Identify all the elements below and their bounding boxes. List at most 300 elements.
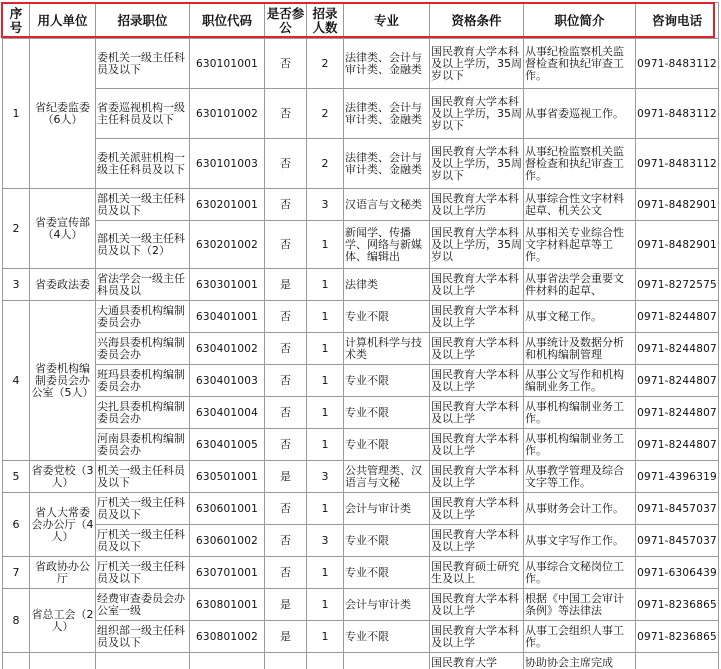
ref-cell[interactable] — [265, 461, 307, 493]
col-header-position[interactable]: 招录职位 — [96, 3, 190, 39]
major-cell[interactable] — [344, 189, 430, 221]
phone-cell[interactable] — [636, 525, 719, 557]
table-row — [3, 653, 719, 669]
col-header-code[interactable]: 职位代码 — [190, 3, 265, 39]
count-cell[interactable] — [307, 269, 344, 301]
col-header-qualification[interactable]: 资格条件 — [430, 3, 524, 39]
phone-cell-text: 0971-8482901 — [637, 198, 717, 211]
ref-cell-text: 否 — [280, 107, 291, 120]
major-cell[interactable] — [344, 89, 430, 139]
qualification-cell-text: 国民教育大学本科及以上学 — [431, 272, 519, 297]
col-header-major[interactable]: 专业 — [344, 3, 430, 39]
phone-cell-text: 0971-8483112 — [637, 157, 717, 170]
code-cell-text: 630101001 — [196, 57, 258, 70]
seq-cell[interactable]: 6 — [3, 493, 30, 557]
position-cell[interactable] — [96, 557, 190, 589]
ref-cell[interactable] — [265, 557, 307, 589]
phone-cell-text: 0971-8457037 — [637, 534, 717, 547]
table-row — [3, 621, 719, 653]
count-cell-text: 1 — [321, 374, 329, 387]
code-cell[interactable] — [190, 525, 265, 557]
code-cell-text: 630401003 — [196, 374, 258, 387]
ref-cell-text: 否 — [280, 238, 291, 251]
major-cell-text: 专业不限 — [345, 374, 389, 387]
seq-cell[interactable]: 2 — [3, 189, 30, 269]
code-cell[interactable] — [190, 429, 265, 461]
count-cell[interactable] — [307, 557, 344, 589]
description-cell-text: 从事机构编制业务工作。 — [525, 432, 624, 457]
ref-cell[interactable] — [265, 429, 307, 461]
phone-cell[interactable] — [636, 89, 719, 139]
phone-cell-text: 0971-8244807 — [637, 310, 717, 323]
job-table — [2, 2, 719, 669]
code-cell[interactable] — [190, 397, 265, 429]
qualification-cell[interactable] — [430, 221, 524, 269]
col-header-phone[interactable]: 咨询电话 — [636, 3, 719, 39]
description-cell[interactable] — [524, 621, 636, 653]
count-cell-text: 1 — [321, 310, 329, 323]
qualification-cell-text: 国民教育大学本科及以上学 — [431, 496, 519, 521]
count-cell-text: 2 — [321, 157, 329, 170]
qualification-cell-text: 国民教育大学 — [431, 656, 497, 669]
description-cell-text: 从事纪检监察机关监督检查和执纪审查工作。 — [525, 145, 624, 182]
position-cell[interactable] — [96, 589, 190, 621]
position-cell[interactable] — [96, 89, 190, 139]
table-row — [3, 589, 719, 621]
qualification-cell-text: 国民教育大学本科及以上学历，35周岁以下 — [431, 145, 522, 182]
count-cell[interactable] — [307, 461, 344, 493]
count-cell[interactable] — [307, 365, 344, 397]
position-cell[interactable] — [96, 301, 190, 333]
ref-cell[interactable] — [265, 589, 307, 621]
qualification-cell[interactable] — [430, 429, 524, 461]
major-cell-text: 专业不限 — [345, 438, 389, 451]
description-cell[interactable] — [524, 139, 636, 189]
code-cell-text: 630301001 — [196, 278, 258, 291]
major-cell-text: 专业不限 — [345, 310, 389, 323]
phone-cell[interactable] — [636, 301, 719, 333]
position-cell-text: 河南县委机构编制委员会办 — [97, 432, 185, 457]
qualification-cell[interactable] — [430, 557, 524, 589]
qualification-cell[interactable] — [430, 461, 524, 493]
phone-cell-text: 0971-8244807 — [637, 374, 717, 387]
major-cell-text: 法律类、会计与审计类、金融类 — [345, 101, 422, 126]
phone-cell-text: 0971-8244807 — [637, 438, 717, 451]
code-cell-text: 630401002 — [196, 342, 258, 355]
phone-cell[interactable] — [636, 461, 719, 493]
count-cell[interactable] — [307, 301, 344, 333]
position-cell-text: 委机关派驻机构一级主任科员及以下 — [97, 151, 185, 176]
phone-cell[interactable] — [636, 39, 719, 89]
phone-cell-text: 0971-8482901 — [637, 238, 717, 251]
phone-cell-text: 0971-4396319 — [637, 470, 717, 483]
qualification-cell[interactable] — [430, 397, 524, 429]
position-cell[interactable] — [96, 365, 190, 397]
description-cell[interactable] — [524, 493, 636, 525]
description-cell-text: 从事工会组织人事工作。 — [525, 624, 624, 649]
position-cell[interactable] — [96, 221, 190, 269]
position-cell-text: 委机关一级主任科员及以下 — [97, 51, 185, 76]
count-cell[interactable] — [307, 525, 344, 557]
description-cell-text: 从事相关专业综合性文字材料起草等工作。 — [525, 226, 624, 263]
description-cell[interactable] — [524, 189, 636, 221]
major-cell-text: 汉语言与文秘类 — [345, 198, 422, 211]
code-cell-text: 630601001 — [196, 502, 258, 515]
unit-cell[interactable]: 省纪委监委（6人） — [30, 39, 96, 189]
phone-cell[interactable] — [636, 621, 719, 653]
position-cell-text: 尖扎县委机构编制委员会办 — [97, 400, 185, 425]
unit-cell[interactable]: 省委党校（3人） — [30, 461, 96, 493]
count-cell[interactable] — [307, 493, 344, 525]
phone-cell-text: 0971-8272575 — [637, 278, 717, 291]
count-cell[interactable] — [307, 397, 344, 429]
description-cell-text: 从事文秘工作。 — [525, 310, 602, 323]
position-cell-text: 大通县委机构编制委员会办 — [97, 304, 185, 329]
ref-cell-text: 否 — [280, 438, 291, 451]
col-header-ref[interactable]: 是否参公 — [265, 3, 307, 39]
seq-cell[interactable]: 7 — [3, 557, 30, 589]
position-cell[interactable] — [96, 189, 190, 221]
phone-cell[interactable] — [636, 189, 719, 221]
phone-cell[interactable] — [636, 365, 719, 397]
code-cell-text: 630401005 — [196, 438, 258, 451]
major-cell[interactable] — [344, 525, 430, 557]
description-cell[interactable] — [524, 397, 636, 429]
code-cell[interactable] — [190, 653, 265, 669]
major-cell-text: 专业不限 — [345, 406, 389, 419]
major-cell[interactable] — [344, 139, 430, 189]
qualification-cell[interactable] — [430, 189, 524, 221]
unit-cell[interactable] — [30, 653, 96, 669]
qualification-cell-text: 国民教育大学本科及以上学 — [431, 336, 519, 361]
qualification-cell[interactable] — [430, 139, 524, 189]
table-row — [3, 301, 719, 333]
description-cell[interactable] — [524, 653, 636, 669]
major-cell-text: 新闻学、传播学、网络与新媒体、编辑出 — [345, 226, 422, 263]
ref-cell[interactable] — [265, 269, 307, 301]
table-row — [3, 333, 719, 365]
count-cell-text: 3 — [321, 470, 329, 483]
ref-cell[interactable] — [265, 301, 307, 333]
major-cell[interactable] — [344, 493, 430, 525]
major-cell[interactable] — [344, 461, 430, 493]
ref-cell-text: 否 — [280, 310, 291, 323]
description-cell[interactable] — [524, 589, 636, 621]
description-cell[interactable] — [524, 461, 636, 493]
count-cell-text: 1 — [321, 502, 329, 515]
description-cell-text: 从事纪检监察机关监督检查和执纪审查工作。 — [525, 45, 624, 82]
ref-cell-text: 否 — [280, 57, 291, 70]
phone-cell[interactable] — [636, 557, 719, 589]
description-cell[interactable] — [524, 89, 636, 139]
phone-cell[interactable] — [636, 397, 719, 429]
major-cell-text: 专业不限 — [345, 566, 389, 579]
qualification-cell[interactable] — [430, 89, 524, 139]
code-cell[interactable] — [190, 589, 265, 621]
description-cell-text: 协助协会主席完成 — [525, 656, 613, 669]
count-cell[interactable] — [307, 429, 344, 461]
unit-cell[interactable]: 省人大常委会办公厅（4人） — [30, 493, 96, 557]
major-cell-text: 专业不限 — [345, 630, 389, 643]
ref-cell-text: 否 — [280, 342, 291, 355]
ref-cell-text: 否 — [280, 157, 291, 170]
table-row — [3, 221, 719, 269]
ref-cell[interactable] — [265, 139, 307, 189]
table-row — [3, 557, 719, 589]
table-row — [3, 461, 719, 493]
position-cell[interactable] — [96, 429, 190, 461]
unit-cell[interactable]: 省委机构编制委员会办公室（5人） — [30, 301, 96, 461]
description-cell[interactable] — [524, 365, 636, 397]
major-cell[interactable] — [344, 429, 430, 461]
count-cell[interactable] — [307, 621, 344, 653]
qualification-cell[interactable] — [430, 621, 524, 653]
phone-cell-text: 0971-8457037 — [637, 502, 717, 515]
description-cell-text: 从事机构编制业务工作。 — [525, 400, 624, 425]
table-row — [3, 39, 719, 89]
position-cell[interactable] — [96, 621, 190, 653]
qualification-cell[interactable] — [430, 333, 524, 365]
code-cell[interactable] — [190, 557, 265, 589]
major-cell[interactable] — [344, 301, 430, 333]
description-cell[interactable] — [524, 301, 636, 333]
col-header-seq[interactable]: 序号 — [3, 3, 30, 39]
ref-cell[interactable] — [265, 221, 307, 269]
header-row — [3, 3, 719, 39]
table-row — [3, 189, 719, 221]
seq-cell[interactable] — [3, 653, 30, 669]
position-cell-text: 厅机关一级主任科员及以下 — [97, 560, 185, 585]
seq-cell[interactable]: 3 — [3, 269, 30, 301]
qualification-cell[interactable] — [430, 39, 524, 89]
description-cell[interactable] — [524, 221, 636, 269]
major-cell[interactable] — [344, 365, 430, 397]
phone-cell-text: 0971-8236865 — [637, 598, 717, 611]
description-cell-text: 从事综合性文字材料起草、机关公文 — [525, 192, 624, 217]
count-cell[interactable] — [307, 89, 344, 139]
description-cell-text: 从事统计及数据分析和机构编制管理 — [525, 336, 624, 361]
phone-cell[interactable] — [636, 589, 719, 621]
major-cell-text: 计算机科学与技术类 — [345, 336, 422, 361]
phone-cell[interactable] — [636, 653, 719, 669]
position-cell[interactable] — [96, 397, 190, 429]
ref-cell[interactable] — [265, 39, 307, 89]
qualification-cell[interactable] — [430, 653, 524, 669]
description-cell-text: 从事省委巡视工作。 — [525, 107, 624, 120]
count-cell-text: 1 — [321, 238, 329, 251]
table-row — [3, 525, 719, 557]
unit-cell[interactable]: 省委宣传部（4人） — [30, 189, 96, 269]
count-cell[interactable] — [307, 589, 344, 621]
qualification-cell-text: 国民教育大学本科及以上学 — [431, 400, 519, 425]
col-header-description[interactable]: 职位简介 — [524, 3, 636, 39]
count-cell[interactable] — [307, 333, 344, 365]
count-cell-text: 1 — [321, 406, 329, 419]
count-cell-text: 2 — [321, 107, 329, 120]
code-cell[interactable] — [190, 139, 265, 189]
col-header-unit[interactable]: 用人单位 — [30, 3, 96, 39]
code-cell[interactable] — [190, 333, 265, 365]
ref-cell[interactable] — [265, 89, 307, 139]
description-cell[interactable] — [524, 269, 636, 301]
seq-cell[interactable]: 8 — [3, 589, 30, 653]
ref-cell-text: 否 — [280, 198, 291, 211]
ref-cell-text: 否 — [280, 374, 291, 387]
position-cell-text: 部机关一级主任科员及以下（2） — [97, 232, 185, 257]
major-cell[interactable] — [344, 653, 430, 669]
col-header-count[interactable]: 招录人数 — [307, 3, 344, 39]
position-cell[interactable] — [96, 653, 190, 669]
position-cell[interactable] — [96, 139, 190, 189]
qualification-cell[interactable] — [430, 493, 524, 525]
major-cell[interactable] — [344, 39, 430, 89]
code-cell[interactable] — [190, 461, 265, 493]
qualification-cell[interactable] — [430, 525, 524, 557]
position-cell-text: 经费审查委员会办公室一级 — [97, 592, 185, 617]
major-cell-text: 会计与审计类 — [345, 598, 411, 611]
ref-cell-text: 否 — [280, 566, 291, 579]
code-cell[interactable] — [190, 621, 265, 653]
ref-cell[interactable] — [265, 525, 307, 557]
code-cell[interactable] — [190, 493, 265, 525]
code-cell[interactable] — [190, 365, 265, 397]
major-cell-text: 会计与审计类 — [345, 502, 411, 515]
major-cell[interactable] — [344, 397, 430, 429]
count-cell[interactable] — [307, 189, 344, 221]
position-cell[interactable] — [96, 493, 190, 525]
code-cell[interactable] — [190, 189, 265, 221]
position-cell[interactable] — [96, 39, 190, 89]
major-cell-text: 法律类 — [345, 278, 378, 291]
qualification-cell[interactable] — [430, 365, 524, 397]
qualification-cell-text: 国民教育大学本科及以上学 — [431, 592, 519, 617]
qualification-cell-text: 国民教育大学本科及以上学 — [431, 432, 519, 457]
ref-cell[interactable] — [265, 365, 307, 397]
major-cell-text: 公共管理类、汉语言与文秘 — [345, 464, 422, 489]
code-cell[interactable] — [190, 301, 265, 333]
phone-cell[interactable] — [636, 269, 719, 301]
description-cell-text: 根据《中国工会审计条例》等法律法 — [525, 592, 624, 617]
count-cell[interactable] — [307, 139, 344, 189]
position-cell-text: 省法学会一级主任科员及以 — [97, 272, 185, 297]
count-cell-text: 1 — [321, 342, 329, 355]
code-cell[interactable] — [190, 89, 265, 139]
qualification-cell-text: 国民教育大学本科及以上学 — [431, 464, 519, 489]
qualification-cell[interactable] — [430, 269, 524, 301]
ref-cell-text: 否 — [280, 534, 291, 547]
position-cell[interactable] — [96, 269, 190, 301]
seq-cell[interactable]: 5 — [3, 461, 30, 493]
code-cell-text: 630601002 — [196, 534, 258, 547]
description-cell-text: 从事综合文秘岗位工作。 — [525, 560, 624, 585]
unit-cell[interactable]: 省总工会（2人） — [30, 589, 96, 653]
description-cell[interactable] — [524, 557, 636, 589]
seq-cell[interactable]: 4 — [3, 301, 30, 461]
qualification-cell-text: 国民教育大学本科及以上学 — [431, 528, 519, 553]
ref-cell-text: 是 — [280, 278, 291, 291]
position-cell[interactable] — [96, 525, 190, 557]
count-cell-text: 1 — [321, 598, 329, 611]
major-cell[interactable] — [344, 269, 430, 301]
major-cell[interactable] — [344, 621, 430, 653]
ref-cell[interactable] — [265, 333, 307, 365]
ref-cell[interactable] — [265, 653, 307, 669]
code-cell[interactable] — [190, 269, 265, 301]
code-cell-text: 630201002 — [196, 238, 258, 251]
ref-cell-text: 否 — [280, 502, 291, 515]
qualification-cell-text: 国民教育大学本科及以上学 — [431, 368, 519, 393]
code-cell[interactable] — [190, 221, 265, 269]
ref-cell[interactable] — [265, 189, 307, 221]
table-row — [3, 365, 719, 397]
code-cell-text: 630401004 — [196, 406, 258, 419]
position-cell[interactable] — [96, 333, 190, 365]
count-cell-text: 1 — [321, 438, 329, 451]
count-cell-text: 3 — [321, 534, 329, 547]
description-cell[interactable] — [524, 333, 636, 365]
unit-cell[interactable]: 省政协办公厅 — [30, 557, 96, 589]
phone-cell[interactable] — [636, 333, 719, 365]
phone-cell[interactable] — [636, 493, 719, 525]
seq-cell[interactable]: 1 — [3, 39, 30, 189]
unit-cell[interactable]: 省委政法委 — [30, 269, 96, 301]
table-row — [3, 269, 719, 301]
phone-cell-text: 0971-6306439 — [637, 566, 717, 579]
phone-cell-text: 0971-8244807 — [637, 342, 717, 355]
description-cell[interactable] — [524, 525, 636, 557]
count-cell[interactable] — [307, 653, 344, 669]
ref-cell[interactable] — [265, 493, 307, 525]
description-cell-text: 从事省法学会重要文件材料的起草、 — [525, 272, 624, 297]
position-cell-text: 厅机关一级主任科员及以下 — [97, 528, 185, 553]
description-cell[interactable] — [524, 39, 636, 89]
phone-cell[interactable] — [636, 139, 719, 189]
phone-cell[interactable] — [636, 221, 719, 269]
count-cell-text: 1 — [321, 278, 329, 291]
major-cell-text: 专业不限 — [345, 534, 389, 547]
qualification-cell[interactable] — [430, 301, 524, 333]
code-cell-text: 630401001 — [196, 310, 258, 323]
table-row — [3, 139, 719, 189]
major-cell[interactable] — [344, 557, 430, 589]
code-cell-text: 630801001 — [196, 598, 258, 611]
qualification-cell-text: 国民教育大学本科及以上学历，35周岁以 — [431, 226, 522, 263]
position-cell-text: 组织部一级主任科员及以下 — [97, 624, 185, 649]
ref-cell[interactable] — [265, 621, 307, 653]
count-cell-text: 2 — [321, 57, 329, 70]
phone-cell-text: 0971-8483112 — [637, 107, 717, 120]
ref-cell-text: 是 — [280, 470, 291, 483]
table-row — [3, 493, 719, 525]
major-cell[interactable] — [344, 589, 430, 621]
code-cell[interactable] — [190, 39, 265, 89]
position-cell[interactable] — [96, 461, 190, 493]
description-cell-text: 从事公文写作和机构编制业务工作。 — [525, 368, 624, 393]
description-cell[interactable] — [524, 429, 636, 461]
ref-cell[interactable] — [265, 397, 307, 429]
code-cell-text: 630101002 — [196, 107, 258, 120]
phone-cell-text: 0971-8244807 — [637, 406, 717, 419]
major-cell-text: 法律类、会计与审计类、金融类 — [345, 151, 422, 176]
phone-cell[interactable] — [636, 429, 719, 461]
qualification-cell[interactable] — [430, 589, 524, 621]
count-cell-text: 1 — [321, 566, 329, 579]
major-cell[interactable] — [344, 221, 430, 269]
count-cell[interactable] — [307, 221, 344, 269]
major-cell[interactable] — [344, 333, 430, 365]
count-cell[interactable] — [307, 39, 344, 89]
ref-cell-text: 是 — [280, 630, 291, 643]
